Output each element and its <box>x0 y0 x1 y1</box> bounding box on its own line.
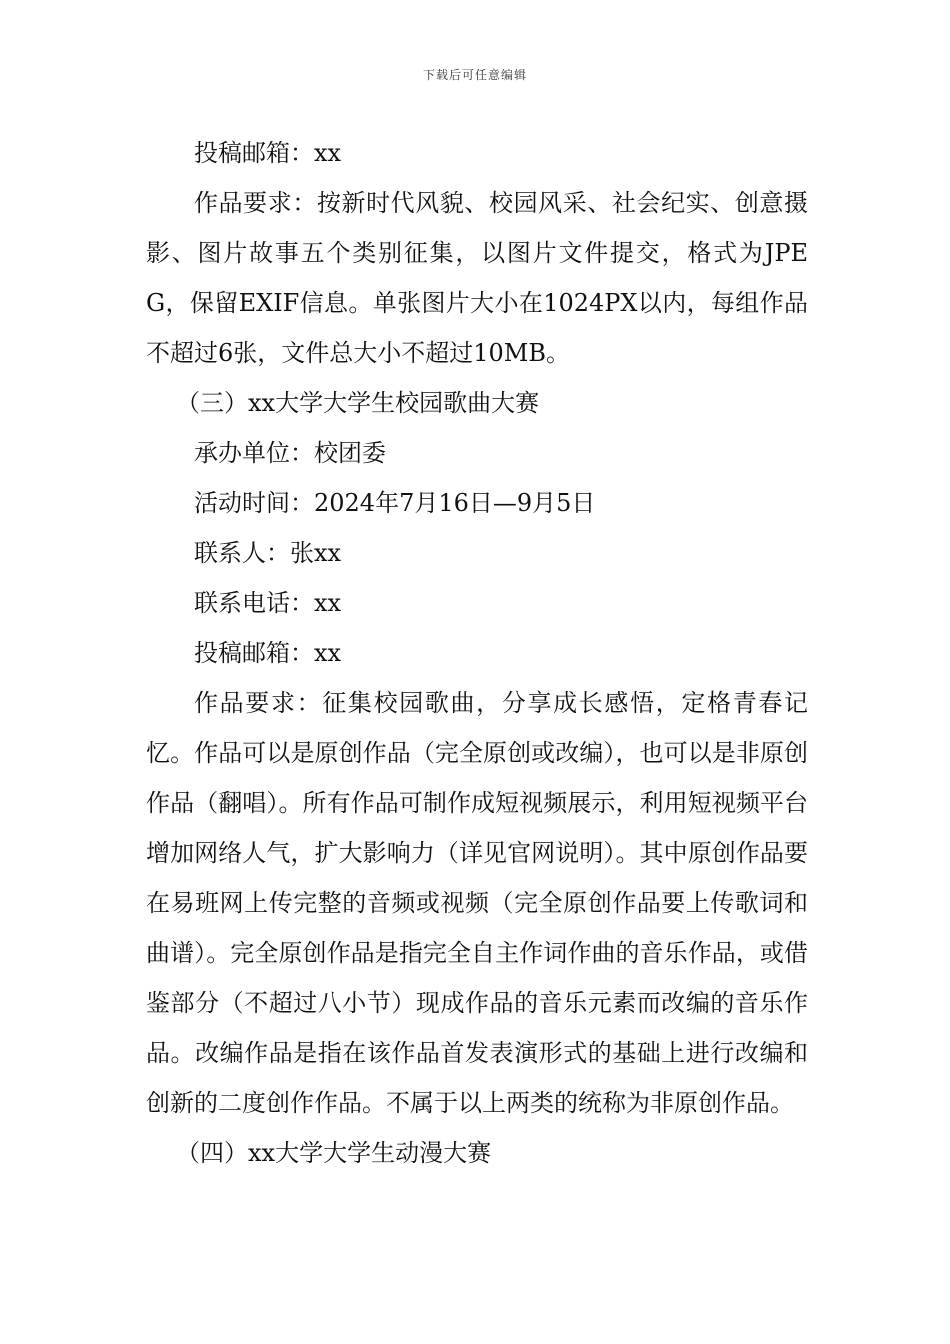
page-header-note: 下载后可任意编辑 <box>422 68 527 82</box>
photo-requirements-paragraph: 作品要求：按新时代风貌、校园风采、社会纪实、创意摄影、图片故事五个类别征集，以图片文件提交，格式为JPEG，保留EXIF信息。单张图片大小在1024PX以内，每组作品不超过6张，文件总大小不超过10MB。 <box>146 189 808 367</box>
song-requirements-paragraph: 作品要求：征集校园歌曲，分享成长感悟，定格青春记忆。作品可以是原创作品（完全原创或改编），也可以是非原创作品（翻唱）。所有作品可制作成短视频展示，利用短视频平台增加网络人气，扩大影响力（详见官网说明）。其中原创作品要在易班网上传完整的音频或视频（完全原创作品要上传歌词和曲谱）。完全原创作品是指完全自主作词作曲的音乐作品，或借鉴部分（不超过八小节）现成作品的音乐元素而改编的音乐作品。改编作品是指在该作品首发表演形式的基础上进行改编和创新的二度创作作品。不属于以上两类的统称为非原创作品。 <box>146 689 808 1117</box>
event-time-line: 活动时间：2024年7月16日—9月5日 <box>194 489 596 517</box>
contact-person-line: 联系人：张xx <box>194 539 342 567</box>
document-body <box>146 128 808 1178</box>
section-heading-anime-contest: （四）xx大学大学生动漫大赛 <box>176 1139 492 1167</box>
submission-email-line: 投稿邮箱：xx <box>194 139 342 167</box>
section-heading-song-contest: （三）xx大学大学生校园歌曲大赛 <box>176 389 540 417</box>
organizer-line: 承办单位：校团委 <box>194 439 386 467</box>
contact-phone-line: 联系电话：xx <box>194 589 342 617</box>
submission-email-line-2: 投稿邮箱：xx <box>194 639 342 667</box>
